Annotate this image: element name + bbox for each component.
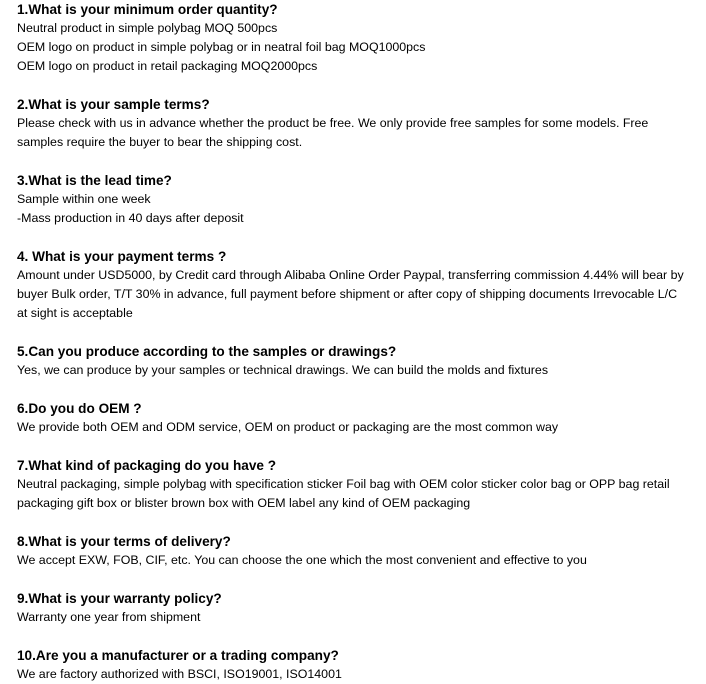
- faq-question: 3.What is the lead time?: [17, 173, 172, 188]
- faq-answer-line: -Mass production in 40 days after deposit: [17, 211, 244, 225]
- faq-item-moq: [17, 0, 706, 76]
- faq-answer-line: OEM logo on product in simple polybag or in neatral foil bag MOQ1000pcs: [17, 40, 426, 54]
- faq-answer-line: We accept EXW, FOB, CIF, etc. You can choose the one which the most convenient and effective to you: [17, 553, 587, 567]
- faq-question: 9.What is your warranty policy?: [17, 591, 222, 606]
- faq-item-lead-time: [17, 152, 706, 228]
- faq-question: 4. What is your payment terms ?: [17, 249, 227, 264]
- faq-item-oem: [17, 380, 706, 437]
- faq-item-manufacturer: [17, 627, 706, 684]
- faq-item-packaging: [17, 437, 706, 513]
- faq-answer-line: Sample within one week: [17, 192, 151, 206]
- faq-question: 2.What is your sample terms?: [17, 97, 210, 112]
- faq-question: 10.Are you a manufacturer or a trading company?: [17, 648, 339, 663]
- faq-answer-paragraph: Amount under USD5000, by Credit card through Alibaba Online Order Paypal, transferring commission 4.44% will bear by buyer Bulk order, T/T 30% in advance, full payment before shipment or after copy of shipping documents Irrevocable L/C at sight is acceptable: [17, 268, 684, 320]
- faq-answer-line: OEM logo on product in retail packaging MOQ2000pcs: [17, 59, 318, 73]
- faq-question: 6.Do you do OEM ?: [17, 401, 142, 416]
- faq-item-delivery-terms: [17, 513, 706, 570]
- faq-answer-line: Warranty one year from shipment: [17, 610, 201, 624]
- faq-question: 8.What is your terms of delivery?: [17, 534, 231, 549]
- faq-answer-paragraph: Please check with us in advance whether the product be free. We only provide free samples for some models. Free samples require the buyer to bear the shipping cost.: [17, 116, 649, 149]
- faq-item-payment-terms: [17, 228, 706, 323]
- faq-item-sample-terms: [17, 76, 706, 152]
- faq-answer-line: Neutral product in simple polybag MOQ 500pcs: [17, 21, 278, 35]
- faq-answer-paragraph: Neutral packaging, simple polybag with specification sticker Foil bag with OEM color sticker color bag or OPP bag retail packaging gift box or blister brown box with OEM label any kind of OEM packaging: [17, 477, 670, 510]
- faq-question: 1.What is your minimum order quantity?: [17, 2, 278, 17]
- faq-question: 5.Can you produce according to the samples or drawings?: [17, 344, 397, 359]
- faq-answer-line: We are factory authorized with BSCI, ISO19001, ISO14001: [17, 667, 342, 681]
- faq-item-produce-samples: [17, 323, 706, 380]
- faq-item-warranty: [17, 570, 706, 627]
- faq-answer-line: Yes, we can produce by your samples or technical drawings. We can build the molds and fixtures: [17, 363, 549, 377]
- faq-question: 7.What kind of packaging do you have ?: [17, 458, 277, 473]
- faq-answer-line: We provide both OEM and ODM service, OEM on product or packaging are the most common way: [17, 420, 559, 434]
